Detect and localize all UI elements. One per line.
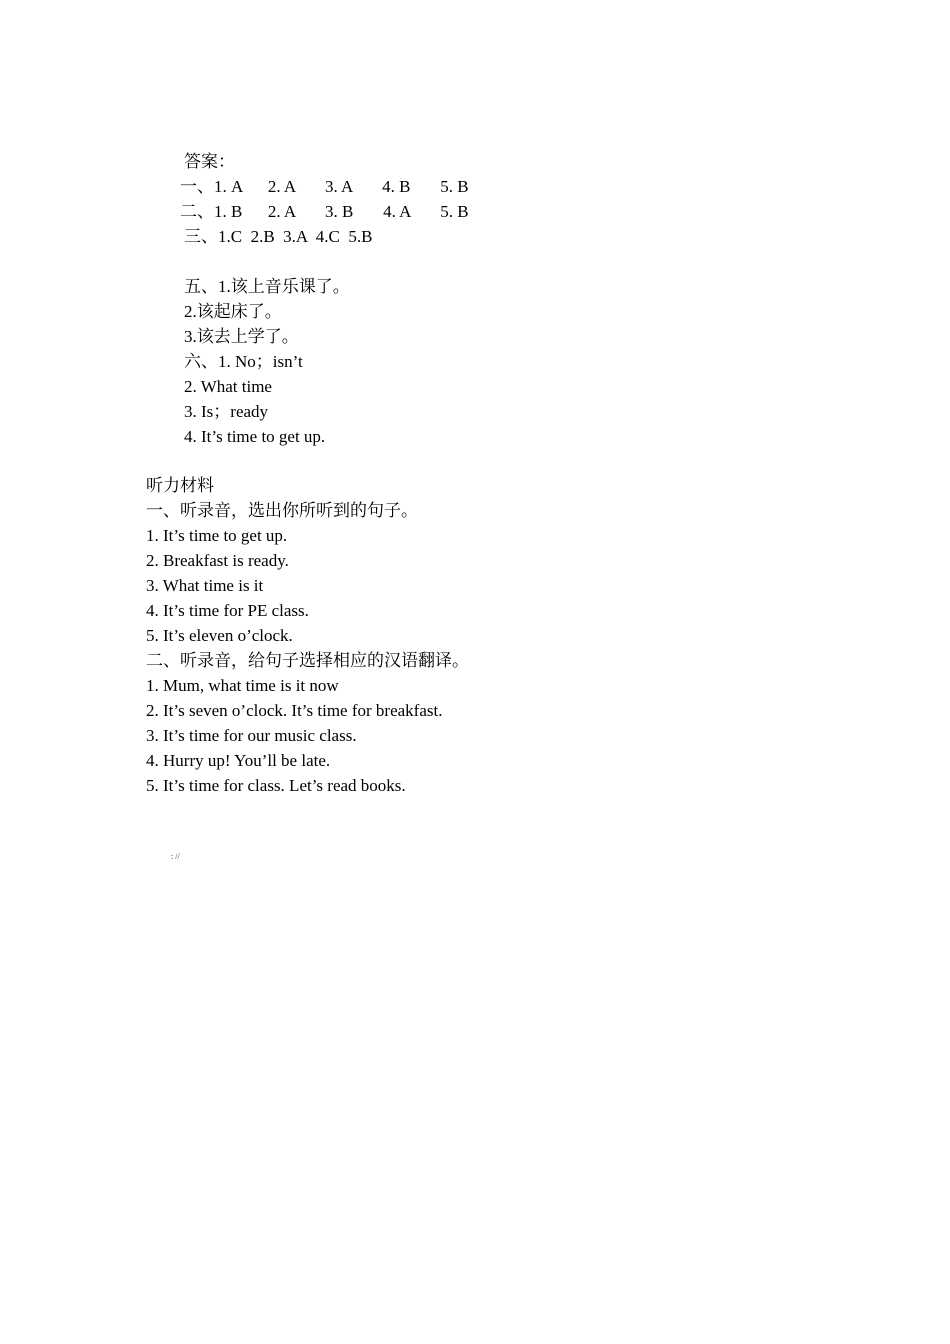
listening-part-2-item: 5. It’s time for class. Let’s read books. xyxy=(146,776,406,795)
listening-part-1-item: 2. Breakfast is ready. xyxy=(146,551,289,570)
footer-mark: : // xyxy=(171,852,180,861)
listening-part-2-item: 2. It’s seven o’clock. It’s time for breakfast. xyxy=(146,701,443,720)
listening-part-1-item: 5. It’s eleven o’clock. xyxy=(146,626,293,645)
listening-part-1-item: 1. It’s time to get up. xyxy=(146,526,288,545)
listening-part-1-item: 4. It’s time for PE class. xyxy=(146,601,309,620)
answer-section-3: 三、1.C 2.B 3.A 4.C 5.B xyxy=(184,227,373,246)
listening-material xyxy=(146,473,469,798)
answer-section-5-item-1: 五、1.该上音乐课了。 xyxy=(184,277,350,296)
answer-section-6-item-1: 六、1. No；isn’t xyxy=(184,352,303,371)
listening-part-2-heading: 二、听录音，给句子选择相应的汉语翻译。 xyxy=(146,651,469,670)
listening-part-2-item: 3. It’s time for our music class. xyxy=(146,726,357,745)
answer-section-5-item-2: 2.该起床了。 xyxy=(184,302,282,321)
answer-key xyxy=(180,149,469,449)
answer-section-2: 二、1. B 2. A 3. B 4. A 5. B xyxy=(180,202,469,221)
answer-section-1: 一、1. A 2. A 3. A 4. B 5. B xyxy=(180,177,469,196)
answer-section-6-item-2: 2. What time xyxy=(184,377,272,396)
answer-heading: 答案： xyxy=(184,152,235,171)
listening-part-2-item: 4. Hurry up! You’ll be late. xyxy=(146,751,331,770)
answer-section-5-item-3: 3.该去上学了。 xyxy=(184,327,299,346)
answer-section-6-item-3: 3. Is；ready xyxy=(184,402,269,421)
listening-title: 听力材料 xyxy=(146,476,214,495)
listening-part-1-heading: 一、听录音，选出你所听到的句子。 xyxy=(146,501,418,520)
answer-section-6-item-4: 4. It’s time to get up. xyxy=(184,427,326,446)
listening-part-1-item: 3. What time is it xyxy=(146,576,264,595)
blank-line xyxy=(180,249,469,274)
listening-part-2-item: 1. Mum, what time is it now xyxy=(146,676,339,695)
